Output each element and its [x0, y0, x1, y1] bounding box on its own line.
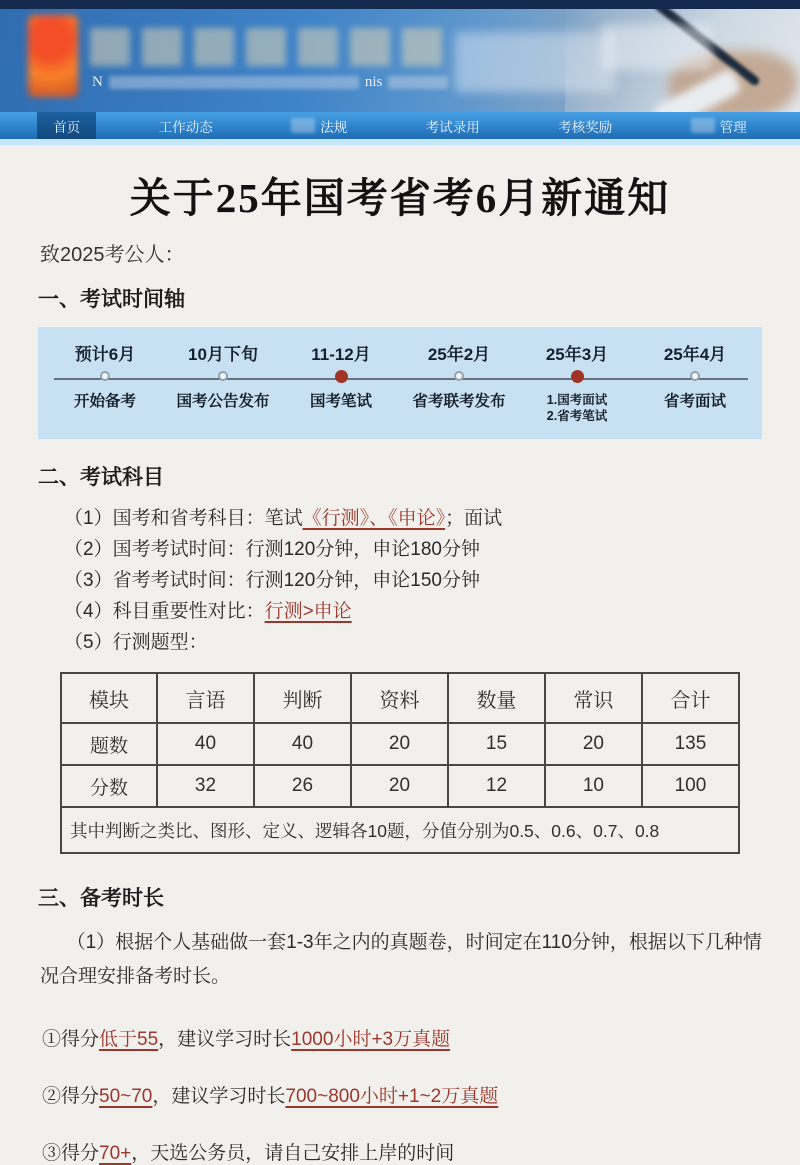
section-heading-prep: 三、备考时长: [38, 887, 164, 910]
section-heading-subjects: 二、考试科目: [38, 466, 164, 489]
tip-item: [42, 1024, 770, 1051]
plain-text: （4）科目重要性对比：: [64, 601, 265, 622]
timeline-date: 10月下旬: [188, 345, 258, 364]
table-cell: 40: [254, 723, 351, 765]
nav-item-label: 工作动态: [158, 119, 213, 135]
timeline-label: [664, 392, 726, 411]
highlighted-red-text: 1000小时+3万真题: [291, 1029, 451, 1050]
table-row: [61, 765, 739, 807]
timeline-label-line: 2.省考笔试: [546, 409, 608, 423]
red-milestone-dot-icon: [571, 370, 584, 383]
highlighted-red-text: 低于55: [99, 1029, 159, 1050]
subject-item: [64, 534, 770, 565]
timeline-label: [176, 392, 269, 411]
plain-text: ，建议学习时长: [158, 1029, 292, 1050]
timeline-date: 11-12月: [311, 345, 371, 364]
table-footnote: 其中判断之类比、图形、定义、逻辑各10题，分值分别为0.5、0.6、0.7、0.8: [61, 807, 739, 853]
tip-item: [42, 1138, 770, 1165]
timeline-date: 25年3月: [545, 345, 609, 364]
timeline-date: 25年2月: [427, 345, 491, 364]
plain-text: ，建议学习时长: [152, 1086, 286, 1107]
main-nav: [0, 112, 800, 139]
subject-item: [64, 627, 770, 658]
timeline-event: [518, 340, 636, 424]
highlighted-red-text: 700~800小时+1~2万真题: [285, 1086, 499, 1107]
censored-text: [388, 76, 448, 89]
timeline-label: [412, 392, 505, 411]
nav-item-news[interactable]: [143, 112, 229, 139]
site-header: [0, 0, 800, 112]
header-top-strip: [0, 0, 800, 9]
table-cell: 20: [545, 723, 642, 765]
plain-text: ①得分: [42, 1029, 100, 1050]
nav-item-recruitment[interactable]: [410, 112, 496, 139]
timeline-label-line: 开始备考: [73, 393, 136, 410]
table-header-cell: 常识: [545, 673, 642, 723]
timeline-event: [282, 340, 400, 424]
timeline-label-line: 国考笔试: [309, 393, 372, 410]
site-title-censored: [90, 28, 442, 66]
table-header-row: [61, 673, 739, 723]
table-footnote-row: [61, 807, 739, 853]
subject-item: [64, 596, 770, 627]
nav-item-label: 管理: [719, 119, 747, 135]
censored-char: [246, 28, 286, 66]
table-header-cell: 判断: [254, 673, 351, 723]
timeline-event: [164, 340, 282, 424]
table-header-cell: 言语: [157, 673, 254, 723]
article-title: 关于25年国考省考6月新通知: [129, 175, 671, 221]
table-cell: 32: [157, 765, 254, 807]
open-milestone-dot-icon: [454, 371, 464, 381]
timeline-label: [310, 392, 372, 411]
prep-paragraph: （1）根据个人基础做一套1-3年之内的真题卷，时间定在110分钟，根据以下几种情况合理安排备考时长。: [40, 932, 762, 987]
timeline-dot-row: [571, 368, 584, 384]
site-subtitle-censored: [92, 74, 448, 91]
site-logo-censored[interactable]: [28, 15, 78, 97]
timeline-dot-row: [218, 368, 228, 384]
table-cell: 20: [351, 723, 448, 765]
censored-block: [602, 24, 712, 70]
timeline-dot-row: [100, 368, 110, 384]
tip-item: [42, 1081, 770, 1108]
table-cell: 135: [642, 723, 739, 765]
censored-text: [291, 118, 315, 133]
nav-item-regulations[interactable]: [275, 112, 363, 139]
timeline-event: [636, 340, 754, 424]
table-row-label: 分数: [61, 765, 157, 807]
plain-text: ③得分: [42, 1143, 100, 1164]
timeline-label-line: 国考公告发布: [176, 393, 270, 410]
table-header-cell: 合计: [642, 673, 739, 723]
censored-block: [455, 32, 615, 92]
section-heading-timeline: 一、考试时间轴: [38, 288, 185, 311]
timeline-label-line: 1.国考面试: [546, 393, 608, 407]
nav-item-label: 法规: [320, 119, 348, 135]
timeline-label-line: 省考联考发布: [412, 393, 506, 410]
article: [0, 145, 800, 1165]
red-milestone-dot-icon: [335, 370, 348, 383]
table-cell: 10: [545, 765, 642, 807]
censored-char: [142, 28, 182, 66]
timeline-date: 预计6月: [74, 345, 136, 364]
censored-char: [90, 28, 130, 66]
table-cell: 15: [448, 723, 545, 765]
timeline-label-line: 省考面试: [663, 393, 726, 410]
censored-char: [298, 28, 338, 66]
highlighted-red-text: 50~70: [99, 1086, 153, 1107]
nav-item-label: 首页: [53, 119, 81, 135]
nav-item-management[interactable]: [675, 112, 763, 139]
subject-item: [64, 503, 770, 534]
subject-item: [64, 565, 770, 596]
censored-text: [691, 118, 715, 133]
plain-text: （3）省考考试时间：行测120分钟，申论150分钟: [64, 570, 480, 591]
tips-list: [0, 1024, 800, 1165]
plain-text: ②得分: [42, 1086, 100, 1107]
highlighted-red-text: 《行测》、《申论》: [302, 508, 446, 529]
censored-char: [402, 28, 442, 66]
timeline-dot-row: [454, 368, 464, 384]
subtitle-fragment-right: nis: [364, 74, 383, 90]
score-table: [60, 672, 740, 854]
table-cell: 26: [254, 765, 351, 807]
table-header-cell: 数量: [448, 673, 545, 723]
plain-text: （1）国考和省考科目：笔试: [64, 508, 303, 529]
nav-item-assessment[interactable]: [542, 112, 628, 139]
plain-text: （5）行测题型：: [64, 632, 208, 653]
censored-char: [350, 28, 390, 66]
plain-text: （2）国考考试时间：行测120分钟，申论180分钟: [64, 539, 480, 560]
nav-item-label: 考试录用: [425, 119, 480, 135]
censored-char: [194, 28, 234, 66]
plain-text: ，天选公务员，请自己安排上岸的时间: [131, 1143, 455, 1164]
timeline-event: [46, 340, 164, 424]
table-row: [61, 723, 739, 765]
subject-list: [64, 503, 770, 658]
highlighted-red-text: 行测>申论: [264, 601, 352, 622]
subtitle-fragment-left: N: [92, 74, 103, 90]
table-cell: 40: [157, 723, 254, 765]
exam-timeline: [38, 327, 762, 439]
open-milestone-dot-icon: [690, 371, 700, 381]
nav-item-label: 考核奖励: [558, 119, 613, 135]
highlighted-red-text: 70+: [99, 1143, 132, 1164]
timeline-date: 25年4月: [663, 345, 727, 364]
table-cell: 100: [642, 765, 739, 807]
censored-text: [109, 76, 359, 89]
table-cell: 12: [448, 765, 545, 807]
open-milestone-dot-icon: [218, 371, 228, 381]
salutation: 致2025考公人：: [40, 244, 185, 266]
table-header-cell: 资料: [351, 673, 448, 723]
timeline-label: [74, 392, 136, 411]
table-cell: 20: [351, 765, 448, 807]
table-header-cell: 模块: [61, 673, 157, 723]
open-milestone-dot-icon: [100, 371, 110, 381]
timeline-dot-row: [335, 368, 348, 384]
timeline-label: [547, 392, 607, 424]
timeline-dot-row: [690, 368, 700, 384]
nav-item-home[interactable]: [37, 112, 96, 139]
plain-text: ；面试: [445, 508, 503, 529]
timeline-event: [400, 340, 518, 424]
table-row-label: 题数: [61, 723, 157, 765]
